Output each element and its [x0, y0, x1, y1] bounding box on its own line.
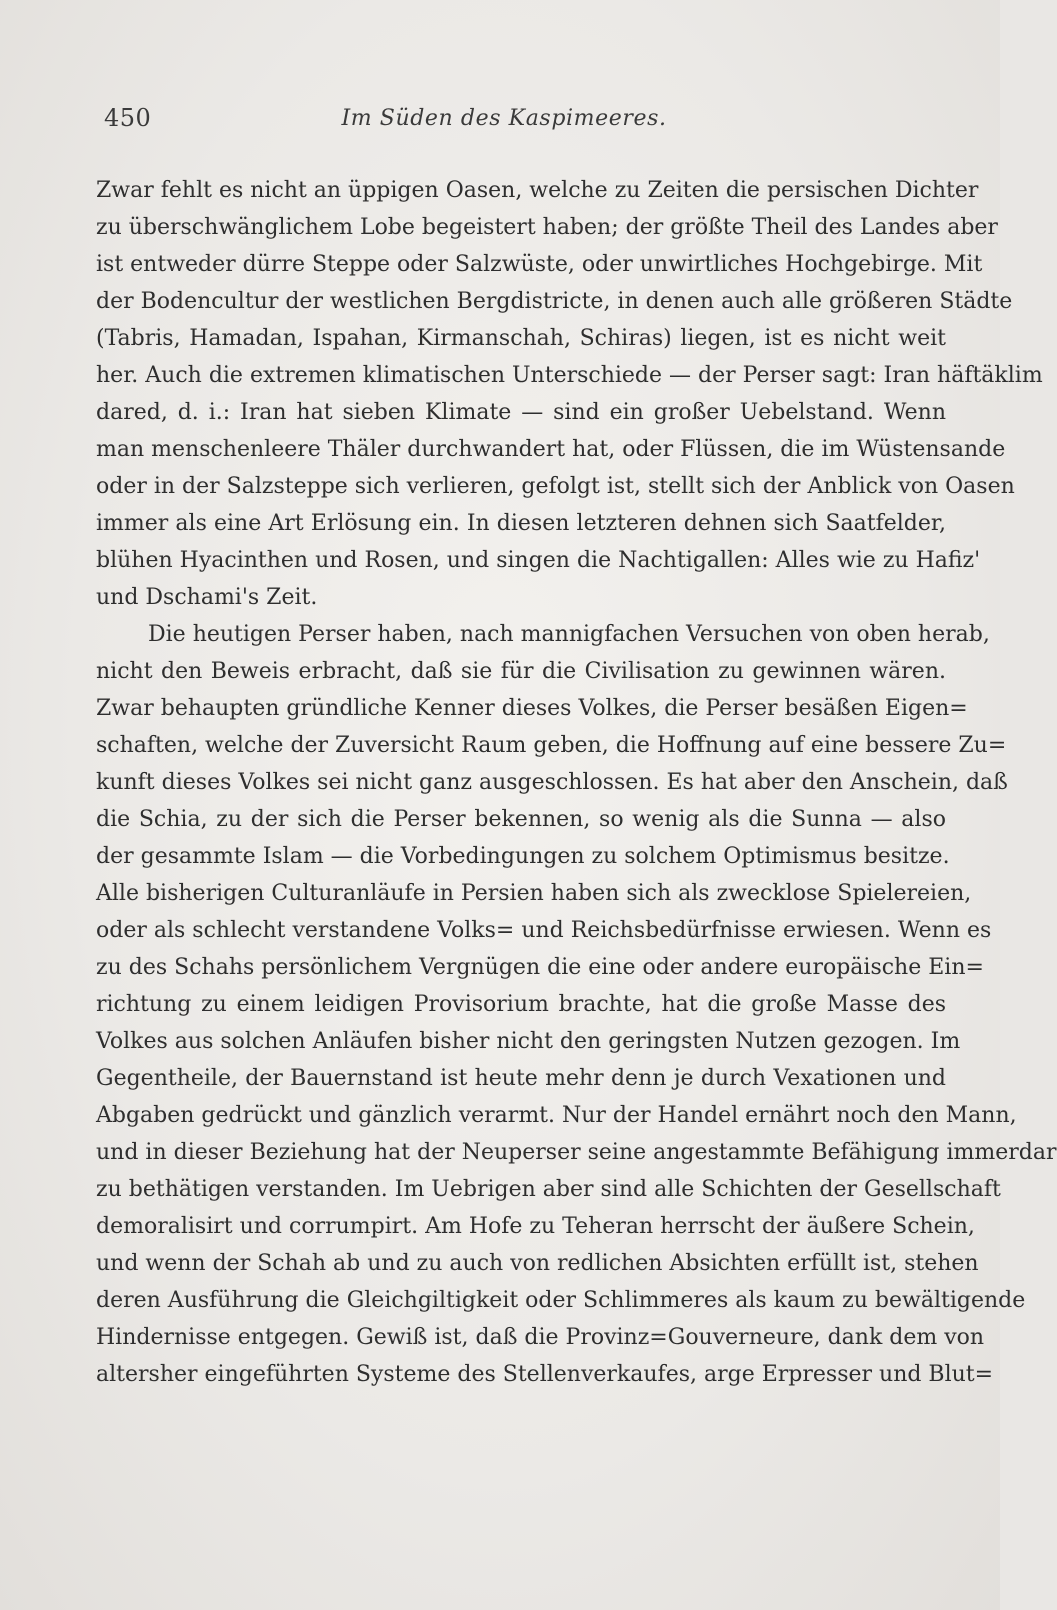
text-line: und in dieser Beziehung hat der Neuperser seine angestammte Befähigung immerdar	[96, 1140, 1057, 1165]
text-line: der Bodencultur der westlichen Bergdistricte, in denen auch alle größeren Städte	[96, 289, 1013, 314]
text-line: die Schia, zu der sich die Perser bekennen, so wenig als die Sunna — also	[96, 807, 946, 832]
text-line: Gegentheile, der Bauernstand ist heute mehr denn je durch Vexationen und	[96, 1066, 946, 1091]
paragraph	[96, 172, 1043, 616]
text-line: demoralisirt und corrumpirt. Am Hofe zu Teheran herrscht der äußere Schein,	[96, 1214, 975, 1239]
text-line: zu überschwänglichem Lobe begeistert haben; der größte Theil des Landes aber	[96, 215, 998, 240]
text-line: Zwar behaupten gründliche Kenner dieses Volkes, die Perser besäßen Eigen=	[96, 696, 968, 721]
text-line: man menschenleere Thäler durchwandert hat, oder Flüssen, die im Wüstensande	[96, 437, 1006, 462]
text-line: Hindernisse entgegen. Gewiß ist, daß die Provinz=Gouverneure, dank dem von	[96, 1325, 985, 1350]
body-text	[96, 172, 1057, 1393]
text-line: richtung zu einem leidigen Provisorium brachte, hat die große Masse des	[96, 992, 946, 1017]
text-line: altersher eingeführten Systeme des Stellenverkaufes, arge Erpresser und Blut=	[96, 1362, 994, 1387]
text-line: Alle bisherigen Culturanläufe in Persien haben sich als zwecklose Spielereien,	[96, 881, 972, 906]
text-line: ist entweder dürre Steppe oder Salzwüste, oder unwirtliches Hochgebirge. Mit	[96, 252, 983, 277]
text-line: und wenn der Schah ab und zu auch von redlichen Absichten erfüllt ist, stehen	[96, 1251, 979, 1276]
text-line: oder als schlecht verstandene Volks= und Reichsbedürfnisse erwiesen. Wenn es	[96, 918, 992, 943]
paragraph-container	[96, 172, 1057, 1393]
paragraph	[96, 616, 1057, 1393]
page-header	[104, 104, 904, 140]
text-line: oder in der Salzsteppe sich verlieren, gefolgt ist, stellt sich der Anblick von Oasen	[96, 474, 1015, 499]
text-line: kunft dieses Volkes sei nicht ganz ausgeschlossen. Es hat aber den Anschein, daß	[96, 770, 1008, 795]
text-line: Abgaben gedrückt und gänzlich verarmt. Nur der Handel ernährt noch den Mann,	[96, 1103, 1017, 1128]
text-line: der gesammte Islam — die Vorbedingungen zu solchem Optimismus besitze.	[96, 844, 950, 869]
text-line: und Dschami's Zeit.	[96, 585, 318, 610]
text-line: Volkes aus solchen Anläufen bisher nicht den geringsten Nutzen gezogen. Im	[96, 1029, 961, 1054]
text-line: immer als eine Art Erlösung ein. In diesen letzteren dehnen sich Saatfelder,	[96, 511, 946, 536]
text-line: dared, d. i.: Iran hat sieben Klimate — sind ein großer Uebelstand. Wenn	[96, 400, 946, 425]
text-line: zu des Schahs persönlichem Vergnügen die eine oder andere europäische Ein=	[96, 955, 984, 980]
text-line: Zwar fehlt es nicht an üppigen Oasen, welche zu Zeiten die persischen Dichter	[96, 178, 979, 203]
running-title: Im Süden des Kaspimeeres.	[341, 106, 667, 131]
text-line: Die heutigen Perser haben, nach mannigfachen Versuchen von oben herab,	[148, 622, 990, 647]
text-line: deren Ausführung die Gleichgiltigkeit oder Schlimmeres als kaum zu bewältigende	[96, 1288, 1026, 1313]
text-line: nicht den Beweis erbracht, daß sie für die Civilisation zu gewinnen wären.	[96, 659, 946, 684]
text-line: her. Auch die extremen klimatischen Unterschiede — der Perser sagt: Iran häftäklim	[96, 363, 1043, 388]
text-line: zu bethätigen verstanden. Im Uebrigen aber sind alle Schichten der Gesellschaft	[96, 1177, 1001, 1202]
text-line: (Tabris, Hamadan, Ispahan, Kirmanschah, Schiras) liegen, ist es nicht weit	[96, 326, 946, 351]
text-line: schaften, welche der Zuversicht Raum geben, die Hoffnung auf eine bessere Zu=	[96, 733, 1007, 758]
text-line: blühen Hyacinthen und Rosen, und singen die Nachtigallen: Alles wie zu Hafiz'	[96, 548, 981, 573]
page-number: 450	[104, 104, 152, 132]
